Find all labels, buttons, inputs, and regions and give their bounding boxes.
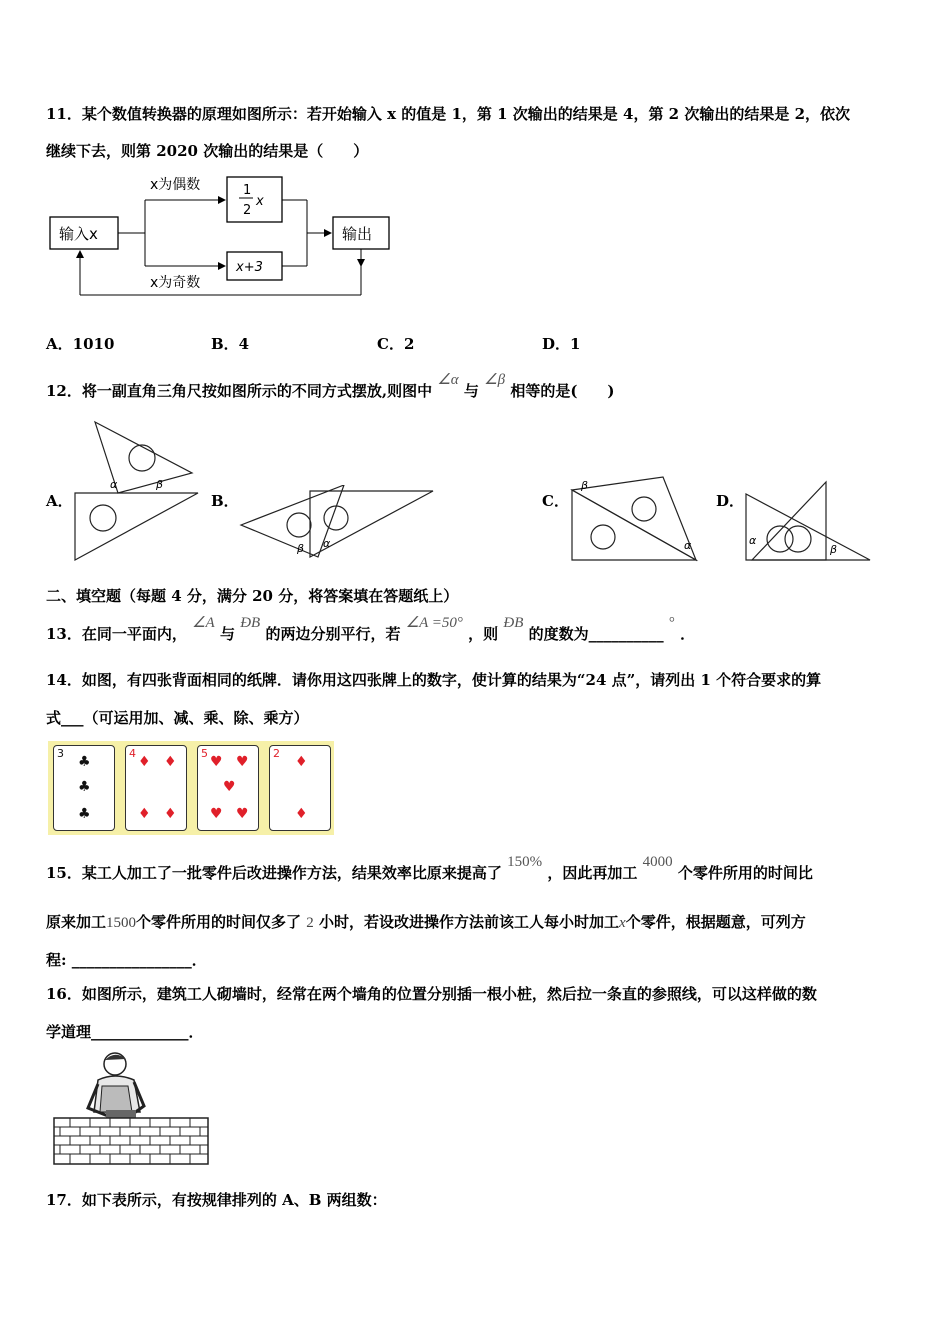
q13-angle-b: ÐB <box>240 615 261 631</box>
diamond-icon: ♦ <box>295 806 308 822</box>
card-diamonds-4 <box>125 745 187 831</box>
q12-alpha: ∠α <box>437 372 459 388</box>
q15-n4000: 4000 <box>642 854 673 870</box>
q12-option-c[interactable]: C． <box>542 492 569 510</box>
heart-icon: ♥ <box>236 754 249 770</box>
q12-beta: ∠β <box>484 372 506 388</box>
q12-figure-b <box>238 485 438 560</box>
q11-option-c[interactable]: C．2 <box>377 335 415 353</box>
q12-stem <box>46 372 615 401</box>
q11-option-d[interactable]: D．1 <box>542 335 581 353</box>
diamond-icon: ♦ <box>295 754 308 770</box>
card-rank: 2 <box>273 747 280 760</box>
q15-line1 <box>46 854 813 883</box>
q11-option-b[interactable]: B．4 <box>211 335 250 353</box>
q12-option-a[interactable]: A． <box>46 492 73 510</box>
half-var: x <box>256 194 264 209</box>
diamond-icon: ♦ <box>164 806 177 822</box>
card-clubs-3 <box>53 745 115 831</box>
q13-c: 的两边分别平行，若 <box>265 625 401 643</box>
q15-a: 15．某工人加工了一批零件后改进操作方法，结果效率比原来提高了 <box>46 864 502 882</box>
plus3-label: x+3 <box>236 260 263 275</box>
heart-icon: ♥ <box>223 779 236 795</box>
q15-x: x <box>619 915 626 931</box>
heart-icon: ♥ <box>210 754 223 770</box>
diamond-icon: ♦ <box>164 754 177 770</box>
fig-d-beta: β <box>830 543 838 556</box>
fig-a-alpha: α <box>110 478 118 491</box>
card-hearts-5 <box>197 745 259 831</box>
q15-line3[interactable]: 程: ________________． <box>46 951 207 969</box>
q13-angle-a: ∠A <box>192 615 215 631</box>
half-box <box>227 177 282 222</box>
q16-bricklayer-figure <box>50 1050 212 1168</box>
q13-angle-b2: ÐB <box>503 615 524 631</box>
q12-figure-d <box>742 478 877 564</box>
half-num: 1 <box>243 183 252 198</box>
fig-b-beta: β <box>297 542 305 555</box>
club-icon: ♣ <box>78 806 91 822</box>
club-icon: ♣ <box>78 779 91 795</box>
q13-b: 与 <box>219 625 235 643</box>
q11-line1: 11．某个数值转换器的原理如图所示：若开始输入 x 的值是 1，第 1 次输出的结果是 4，第 2 次输出的结果是 2，依次 <box>46 105 851 123</box>
output-label: 输出 <box>342 225 373 243</box>
q13-degree: ° <box>668 615 675 631</box>
fig-c-alpha: α <box>684 539 692 552</box>
q11-option-a[interactable]: A．1010 <box>46 335 115 353</box>
fig-d-alpha: α <box>749 534 757 547</box>
diamond-icon: ♦ <box>138 806 151 822</box>
q13-line <box>46 615 696 644</box>
card-rank: 5 <box>201 747 208 760</box>
even-label: x为偶数 <box>150 177 201 193</box>
q12-option-b[interactable]: B． <box>211 492 239 510</box>
q15-n1500: 1500 <box>106 915 137 931</box>
odd-label: x为奇数 <box>150 275 201 291</box>
q13-e[interactable]: 的度数为__________ <box>528 625 664 643</box>
heart-icon: ♥ <box>210 806 223 822</box>
q15-e: 个零件所用的时间仅多了 <box>136 913 302 931</box>
q15-line2 <box>46 911 806 932</box>
q11-flow-diagram <box>45 170 395 300</box>
q12-stem-b: 与 <box>463 382 479 400</box>
q15-f: 小时，若设改进操作方法前该工人每小时加工 <box>319 913 620 931</box>
card-rank: 4 <box>129 747 136 760</box>
q13-f: ． <box>680 625 696 643</box>
q15-g: 个零件，根据题意，可列方 <box>625 913 806 931</box>
q12-stem-c: 相等的是( ) <box>510 382 615 400</box>
q13-condition: ∠A =50° <box>405 615 463 631</box>
q16-line2[interactable]: 学道理_____________． <box>46 1023 204 1041</box>
q15-b: ，因此再加工 <box>547 864 638 882</box>
q11-line2: 继续下去，则第 2020 次输出的结果是（ ） <box>46 142 369 160</box>
card-diamonds-2 <box>269 745 331 831</box>
fig-b-alpha: α <box>323 537 331 550</box>
fig-a-beta: β <box>156 478 164 491</box>
fig-c-beta: β <box>581 479 589 492</box>
q15-percent: 150% <box>507 854 543 870</box>
diamond-icon: ♦ <box>138 754 151 770</box>
q15-d: 原来加工 <box>46 913 107 931</box>
q15-c: 个零件所用的时间比 <box>677 864 813 882</box>
club-icon: ♣ <box>78 754 91 770</box>
q13-a: 13．在同一平面内， <box>46 625 187 643</box>
q14-cards-image <box>48 741 334 835</box>
q13-d: ，则 <box>468 625 499 643</box>
card-rank: 3 <box>57 747 64 760</box>
q15-two: 2 <box>306 915 314 931</box>
section-2-title: 二、填空题（每题 4 分，满分 20 分，将答案填在答题纸上） <box>46 587 459 605</box>
q12-option-d[interactable]: D． <box>716 492 745 510</box>
q14-line2: 式___（可运用加、减、乘、除、乘方） <box>46 709 309 727</box>
q16-line1: 16．如图所示，建筑工人砌墙时，经常在两个墙角的位置分别插一根小桩，然后拉一条直的参照线，可以这样做的数 <box>46 985 817 1003</box>
q12-figure-c <box>568 472 703 564</box>
q17-line1: 17．如下表所示，有按规律排列的 A、B 两组数： <box>46 1191 387 1209</box>
q12-figure-a <box>70 420 210 565</box>
half-den: 2 <box>243 203 252 218</box>
input-label: 输入x <box>59 225 98 243</box>
q12-stem-a: 12．将一副直角三角尺按如图所示的不同方式摆放,则图中 <box>46 382 433 400</box>
heart-icon: ♥ <box>236 806 249 822</box>
q14-line1: 14．如图，有四张背面相同的纸牌．请你用这四张牌上的数字，使计算的结果为“24 点”，请列出 1 个符合要求的算 <box>46 671 822 689</box>
